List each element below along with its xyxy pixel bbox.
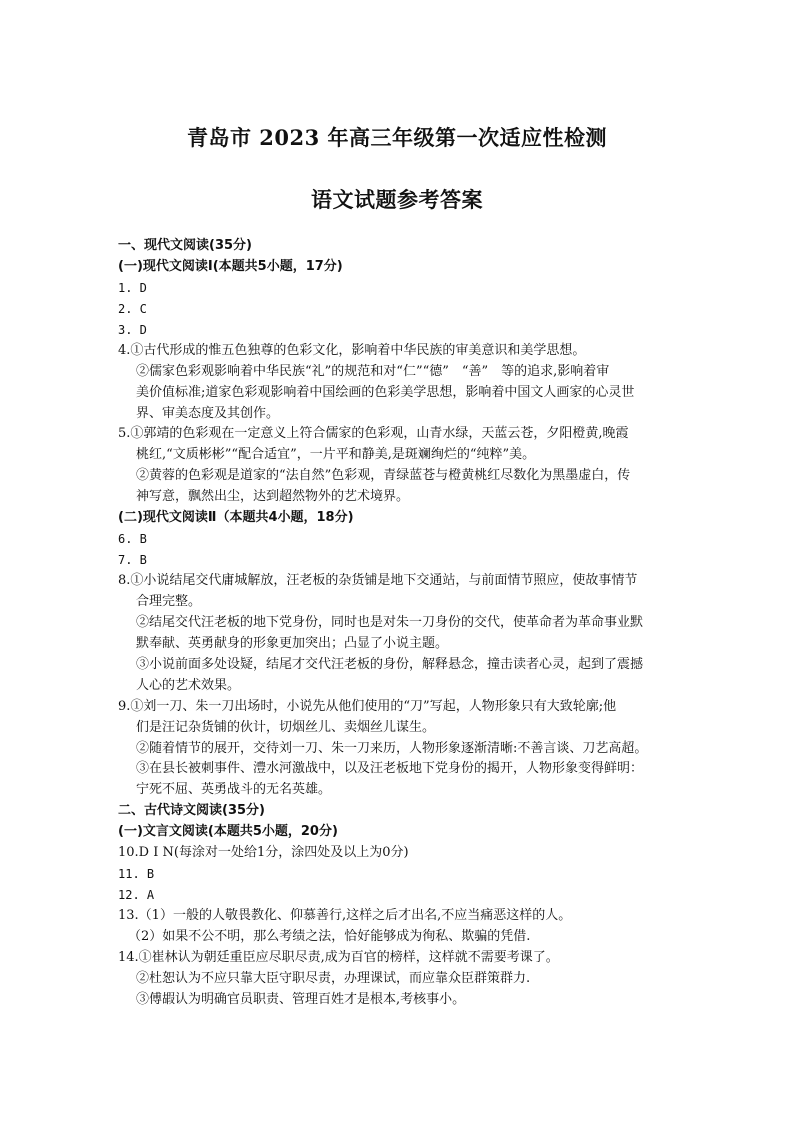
answer-line: （2）如果不公不明，那么考绩之法，恰好能够成为徇私、欺骗的凭借. — [128, 928, 531, 944]
answer-line: ②黄蓉的色彩观是道家的“法自然”色彩观，青绿蓝苍与橙黄桃红尽数化为黑墨虚白，传 — [136, 468, 631, 484]
answer-line: 10.D I N(每涂对一处给1分，涂四处及以上为0分) — [118, 845, 409, 861]
section-heading: (一)文言文阅读(本题共5小题，20分) — [118, 824, 338, 840]
answer-line: 2. C — [118, 301, 147, 316]
answer-line: ②随着情节的展开，交待刘一刀、朱一刀来历，人物形象逐渐清晰:不善言谈、刀艺高超。 — [136, 740, 648, 756]
answer-line: 12. A — [118, 888, 155, 903]
answer-line: 7. B — [118, 553, 147, 568]
answer-line: ③小说前面多处设疑，结尾才交代汪老板的身份，解释悬念，撞击读者心灵，起到了震撼 — [136, 656, 644, 672]
page-title: 青岛市 2023 年高三年级第一次适应性检测 — [186, 125, 608, 150]
answer-line: 合理完整。 — [136, 593, 202, 609]
answer-line: ②结尾交代汪老板的地下党身份，同时也是对朱一刀身份的交代，使革命者为革命事业默 — [136, 614, 644, 630]
answer-line: 9.①刘一刀、朱一刀出场时，小说先从他们使用的“刀”写起，人物形象只有大致轮廓;他 — [118, 698, 617, 714]
answer-line: ③在县长被刺事件、澧水河激战中，以及汪老板地下党身份的揭开，人物形象变得鲜明： — [136, 761, 644, 777]
answer-line: 神写意，飘然出尘，达到超然物外的艺术境界。 — [136, 489, 410, 505]
answer-line: 美价值标准;道家色彩观影响着中国绘画的色彩美学思想，影响着中国文人画家的心灵世 — [136, 384, 635, 400]
answer-line: 1. D — [118, 280, 147, 295]
answer-line: 3. D — [118, 322, 147, 337]
answer-line: ③傅嘏认为明确官员职责、管理百姓才是根本,考核事小。 — [136, 991, 466, 1007]
answer-line: 6. B — [118, 532, 147, 547]
answer-line: ②杜恕认为不应只靠大臣守职尽责，办理课试，而应靠众臣群策群力. — [136, 970, 531, 986]
answer-line: ②儒家色彩观影响着中华民族“礼”的规范和对“仁”“德” “善” 等的追求,影响着审 — [136, 363, 610, 379]
answer-line: 4.①古代形成的惟五色独尊的色彩文化，影响着中华民族的审美意识和美学思想。 — [118, 342, 586, 358]
answer-line: 宁死不屈、英勇战斗的无名英雄。 — [136, 782, 332, 798]
answer-line: 13.（1）一般的人敬畏教化、仰慕善行,这样之后才出名,不应当痛恶这样的人。 — [118, 908, 572, 923]
answer-line: 11. B — [118, 867, 155, 882]
answer-content — [118, 236, 688, 1011]
answer-line: 界、审美态度及其创作。 — [136, 405, 280, 421]
answer-line: 5.①郭靖的色彩观在一定意义上符合儒家的色彩观，山青水绿，天蓝云苍，夕阳橙黄,晚霞 — [118, 426, 629, 442]
page-subtitle: 语文试题参考答案 — [311, 187, 483, 212]
answer-line: 14.①崔林认为朝廷重臣应尽职尽责,成为百官的榜样，这样就不需要考课了。 — [118, 949, 559, 965]
answer-line: 人心的艺术效果。 — [136, 677, 241, 693]
section-heading: (一)现代文阅读Ⅰ(本题共5小题，17分) — [118, 258, 343, 274]
answer-line: 8.①小说结尾交代庸城解放，汪老板的杂货铺是地下交通站，与前面情节照应，使故事情节 — [118, 573, 638, 588]
answer-line: 桃红,“文质彬彬”“配合适宜”，一片平和静美,是斑斓绚烂的“纯粹”美。 — [136, 447, 536, 463]
section-heading: (二)现代文阅读Ⅱ（本题共4小题，18分) — [118, 510, 354, 526]
answer-line: 默奉献、英勇献身的形象更加突出；凸显了小说主题。 — [136, 635, 449, 651]
section-heading: 一、现代文阅读(35分) — [118, 238, 252, 253]
answer-line: 们是汪记杂货铺的伙计，切烟丝儿、卖烟丝儿谋生。 — [136, 719, 436, 735]
section-heading: 二、古代诗文阅读(35分) — [118, 803, 265, 819]
